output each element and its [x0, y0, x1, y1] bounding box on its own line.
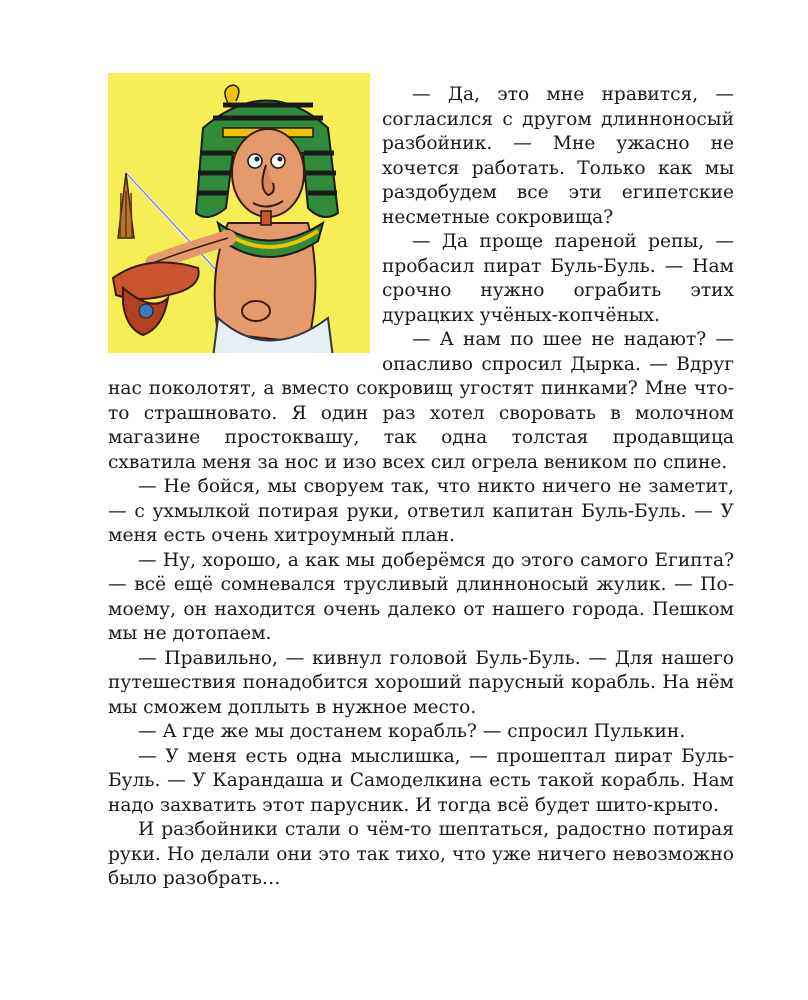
paragraph: — Да, это мне нравится, — согласился с другом длинноносый разбойник. — Мне ужасно не хочется работать. Только как мы раздобудем все эти египетские несметные сокровища? [382, 84, 734, 228]
paragraph: — Да проще пареной репы, — пробасил пират Буль-Буль. — Нам срочно нужно ограбить этих дурацких учёных-копчёных. [382, 231, 734, 326]
story-text [108, 83, 734, 892]
illustration-spacer [108, 83, 382, 365]
paragraph: — А где же мы достанем корабль? — спросил Пулькин. [138, 721, 686, 742]
paragraph: — Не бойся, мы своруем так, что никто ничего не заметит, — с ухмылкой потирая руки, ответил капитан Буль-Буль. — У меня есть очень хитроумный план. [108, 476, 734, 546]
paragraph: И разбойники стали о чём-то шептаться, радостно потирая руки. Но делали они это так тихо, что уже ничего невозможно было разобрать… [108, 819, 734, 889]
paragraph: — Ну, хорошо, а как мы доберёмся до этого самого Египта? — всё ещё сомневался трусливый длинноносый жулик. — По-моему, он находится очень далеко от нашего города. Пешком мы не дотопаем. [108, 549, 734, 644]
paragraph: — У меня есть одна мыслишка, — прошептал пират Буль-Буль. — У Карандаша и Самоделкина есть такой корабль. Нам надо захватить этот парусник. И тогда всё будет шито-крыто. [108, 745, 734, 816]
paragraph: — А нам по шее не надают? — опасливо спросил Дырка. — Вдруг нас поколотят, а вместо сокровищ угостят пинками? Мне что-то страшновато. Я один раз хотел своровать в молочном магазине простоквашу, так одна толстая продавщица схватила меня за нос и изо всех сил огрела веником по спине. [108, 329, 734, 473]
paragraph: — Правильно, — кивнул головой Буль-Буль. — Для нашего путешествия понадобится хороший парусный корабль. На нём мы сможем доплыть в нужное место. [108, 647, 734, 718]
